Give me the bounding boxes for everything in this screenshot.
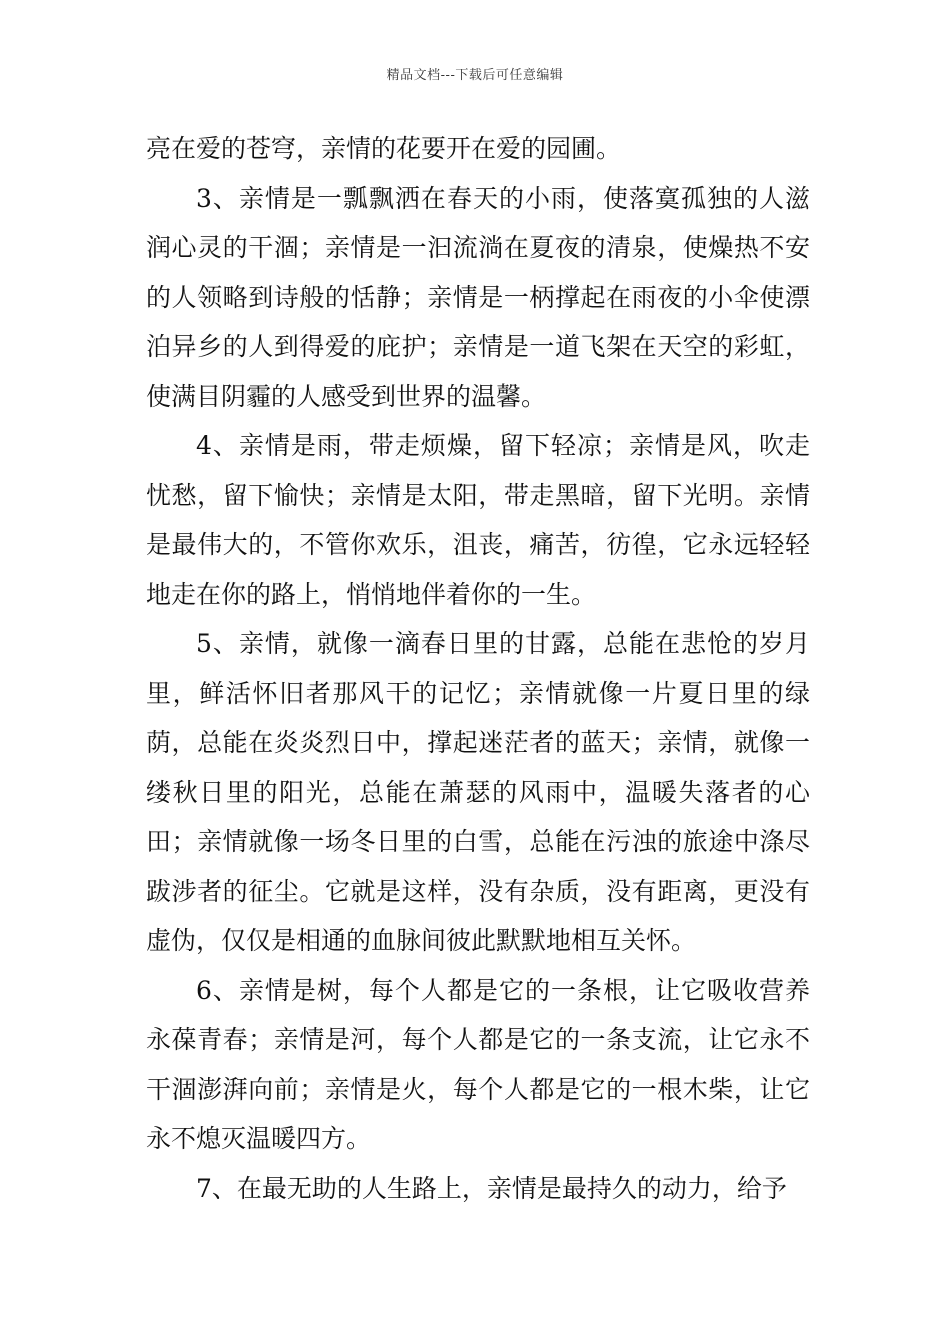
paragraph: 6、亲情是树，每个人都是它的一条根，让它吸收营养永葆青春；亲情是河，每个人都是它的一条支流，让它永不干涸澎湃向前；亲情是火，每个人都是它的一根木柴，让它永不熄灭温暖四方。: [146, 975, 810, 1153]
paragraph: 7、在最无助的人生路上，亲情是最持久的动力，给予: [196, 1173, 787, 1203]
document-body: [146, 124, 810, 1213]
paragraph: 4、亲情是雨，带走烦燥，留下轻凉；亲情是风，吹走忧愁，留下愉快；亲情是太阳，带走黑暗，留下光明。亲情是最伟大的，不管你欢乐，沮丧，痛苦，彷徨，它永远轻轻地走在你的路上，悄悄地伴着你的一生。: [146, 431, 810, 609]
paragraph: 5、亲情，就像一滴春日里的甘露，总能在悲怆的岁月里，鲜活怀旧者那风干的记忆；亲情就像一片夏日里的绿荫，总能在炎炎烈日中，撑起迷茫者的蓝天；亲情，就像一缕秋日里的阳光，总能在萧瑟的风雨中，温暖失落者的心田；亲情就像一场冬日里的白雪，总能在污浊的旅途中涤尽跋涉者的征尘。它就是这样，没有杂质，没有距离，更没有虚伪，仅仅是相通的血脉间彼此默默地相互关怀。: [146, 629, 810, 955]
paragraph: 亮在爱的苍穹，亲情的花要开在爱的园圃。: [146, 134, 622, 163]
page-header: 精品文档---下载后可任意编辑: [386, 68, 564, 83]
paragraph: 3、亲情是一瓢飘洒在春天的小雨，使落寞孤独的人滋润心灵的干涸；亲情是一汩流淌在夏夜的清泉，使燥热不安的人领略到诗般的恬静；亲情是一柄撑起在雨夜的小伞使漂泊异乡的人到得爱的庇护；亲情是一道飞架在天空的彩虹，使满目阴霾的人感受到世界的温馨。: [146, 183, 810, 411]
